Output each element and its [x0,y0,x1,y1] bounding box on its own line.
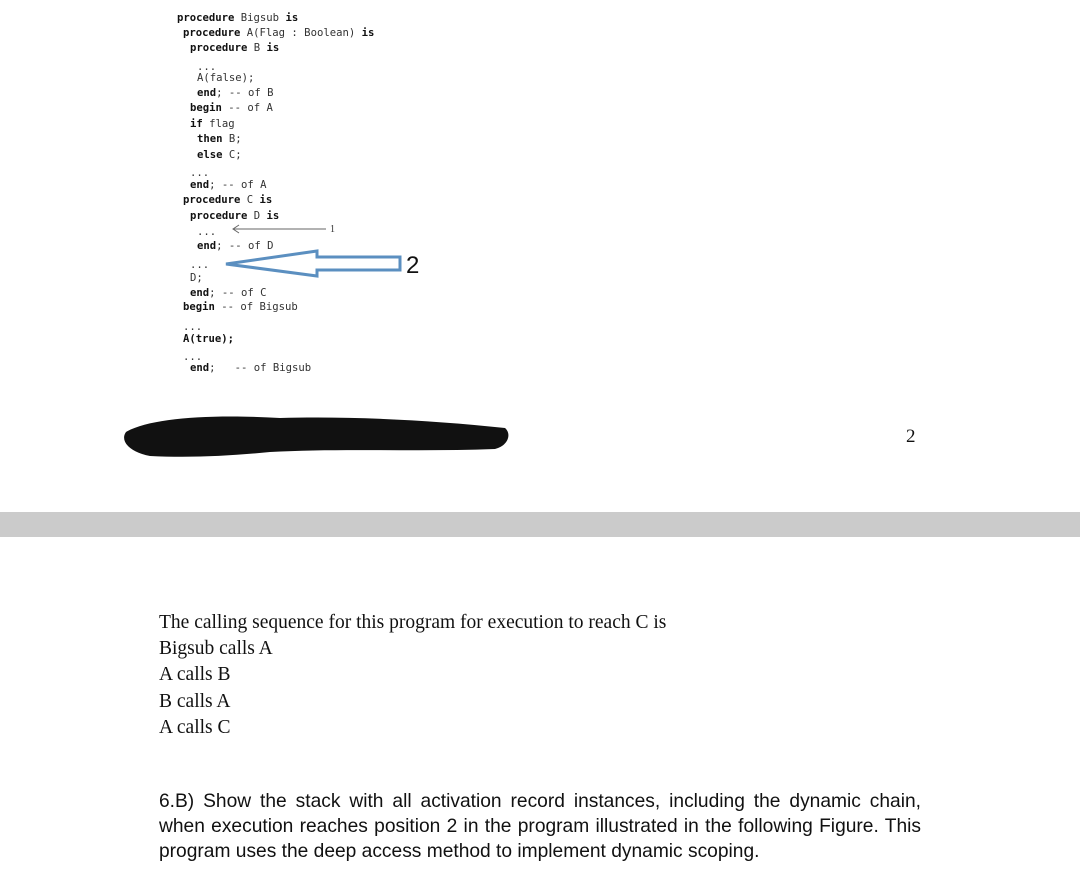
code-keyword: end [197,87,217,99]
code-keyword: is [259,194,273,206]
page-number: 2 [906,426,916,447]
code-text: ... [183,351,203,363]
marker-1-label: 1 [330,224,335,235]
code-keyword: is [266,42,280,54]
marker-2-arrow [226,251,400,276]
code-text: ; -- of A [209,179,267,191]
code-keyword: is [266,210,280,222]
code-keyword: is [361,27,375,39]
code-keyword: procedure [190,210,248,222]
code-text: flag [202,118,235,130]
question-text: 6.B) Show the stack with all activation record instances, including the dynamic chain, when execution reaches position 2 in the program illustrated in the following Figure. This program uses the deep access method to implement dynamic scoping. [159,791,921,862]
calling-sequence-step: A calls B [159,664,231,685]
code-text: C [240,194,260,206]
code-text: A(false); [197,72,255,84]
code-text: C; [222,149,242,161]
code-keyword: procedure [183,27,241,39]
code-text: D [247,210,267,222]
code-keyword: begin [190,102,222,114]
code-keyword: A(true); [183,333,235,345]
code-text: ... [190,259,210,271]
code-keyword: then [197,133,223,145]
marker-2-label: 2 [406,252,420,279]
code-keyword: end [190,287,210,299]
code-text: B; [222,133,242,145]
page-divider [0,512,1080,537]
code-keyword: else [197,149,223,161]
code-keyword: if [190,118,203,130]
code-text: ... [197,226,217,238]
code-text: ; -- of C [209,287,267,299]
code-text: -- of A [221,102,273,114]
code-keyword: procedure [183,194,241,206]
code-text: ... [183,321,203,333]
code-keyword: procedure [177,12,235,24]
redaction-mark [124,417,508,457]
code-keyword: end [197,240,217,252]
calling-sequence-step: A calls C [159,717,231,738]
code-keyword: is [285,12,299,24]
code-text: ... [190,167,210,179]
code-text: Bigsub [234,12,286,24]
code-keyword: end [190,179,210,191]
code-text: ; -- of B [216,87,274,99]
code-text: ; -- of Bigsub [209,362,312,374]
code-text: D; [190,272,203,284]
code-text: ... [197,61,217,73]
calling-sequence-intro: The calling sequence for this program for execution to reach C is [159,612,667,633]
code-text: B [247,42,267,54]
code-keyword: begin [183,301,215,313]
calling-sequence-step: B calls A [159,691,231,712]
code-text: -- of Bigsub [214,301,298,313]
code-keyword: procedure [190,42,248,54]
code-text: A(Flag : Boolean) [240,27,362,39]
code-keyword: end [190,362,210,374]
code-text: ; -- of D [216,240,274,252]
calling-sequence-step: Bigsub calls A [159,638,273,659]
